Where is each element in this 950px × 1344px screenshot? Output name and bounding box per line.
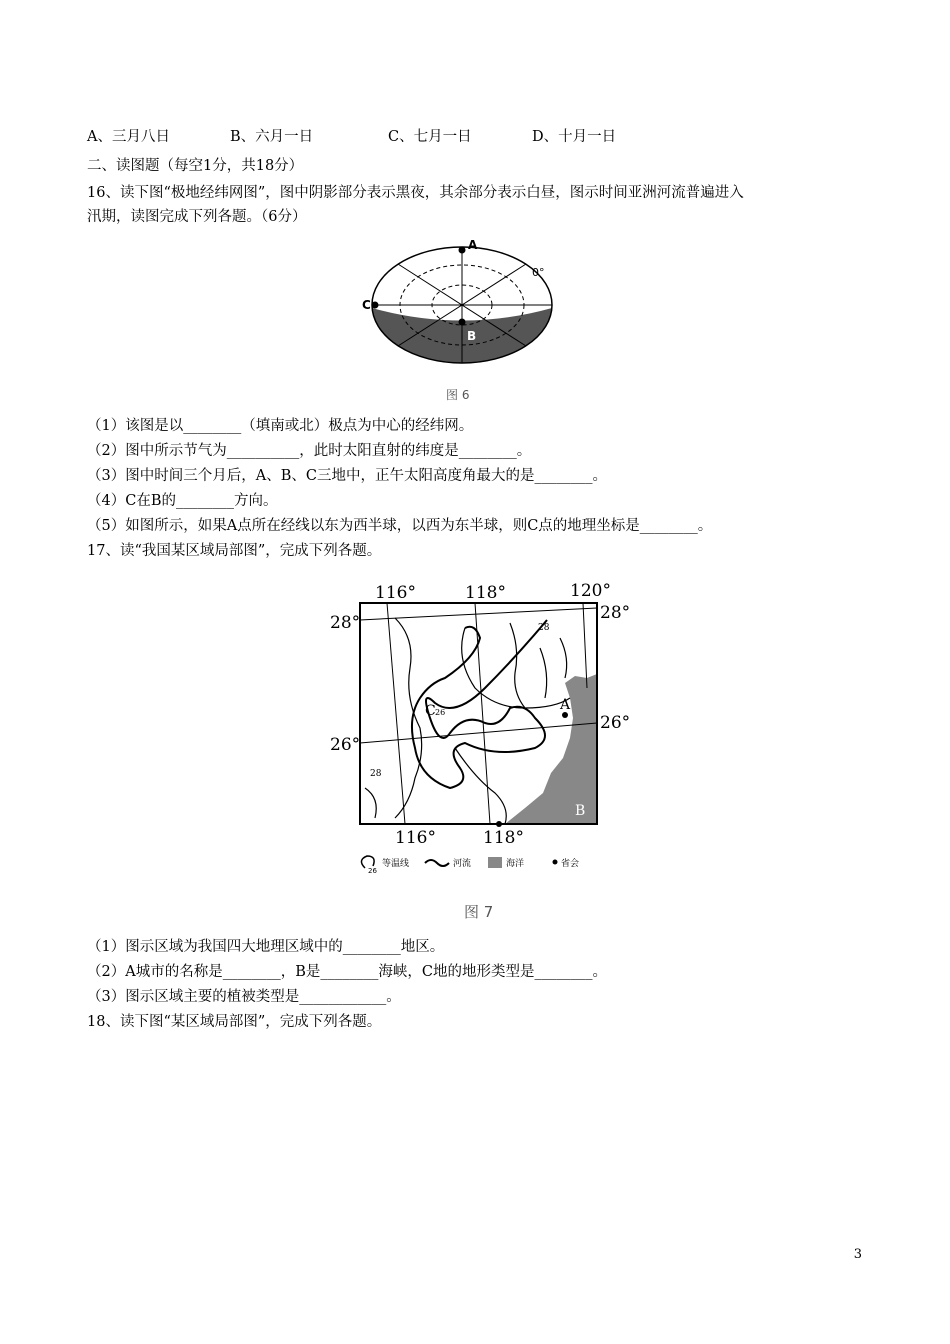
- section2-title: 二、读图题（每空1分，共18分）: [87, 158, 304, 174]
- top-116: 116°: [375, 583, 416, 603]
- legend-capital-label: 省会: [561, 859, 580, 869]
- bottom-116: 116°: [395, 828, 436, 848]
- left-28: 28°: [330, 613, 361, 633]
- lon-118: [475, 603, 490, 824]
- iso-label-28-left: 28: [370, 769, 382, 779]
- choice-b: B、六月一日: [230, 129, 314, 145]
- right-26: 26°: [600, 713, 631, 733]
- figure-6-polar-map: [362, 236, 562, 386]
- right-28: 28°: [600, 603, 631, 623]
- lat-26: [360, 723, 597, 743]
- legend-capital-icon: [553, 860, 558, 865]
- q16-sub1: （1）该图是以________（填南或北）极点为中心的经纬网。: [87, 418, 474, 434]
- label-b: B: [467, 329, 477, 343]
- q16-sub2: （2）图中所示节气为__________，此时太阳直射的纬度是________。: [87, 443, 532, 459]
- q16-sub5: （5）如图所示，如果A点所在经线以东为西半球，以西为东半球，则C点的地理坐标是________。: [87, 518, 713, 534]
- legend-ocean-label: 海洋: [506, 859, 525, 869]
- map-label-c: C: [425, 703, 436, 719]
- legend-isotherm-label: 等温线: [382, 859, 410, 869]
- legend-ocean-icon: [488, 857, 502, 868]
- point-a: [459, 247, 466, 254]
- figure-7-caption: 图 7: [464, 903, 494, 921]
- choice-c: C、七月一日: [388, 129, 472, 145]
- label-a: A: [468, 238, 478, 252]
- choice-d: D、十月一日: [532, 129, 617, 145]
- label-c: C: [362, 298, 371, 312]
- lon-116: [387, 603, 405, 824]
- q17-sub1: （1）图示区域为我国四大地理区域中的________地区。: [87, 939, 445, 955]
- q17-sub3: （3）图示区域主要的植被类型是____________。: [87, 989, 401, 1005]
- q16-sub3: （3）图中时间三个月后，A、B、C三地中，正午太阳高度角最大的是________。: [87, 468, 607, 484]
- q16-intro-line2: 汛期，读图完成下列各题。（6分）: [87, 209, 307, 225]
- label-zero-degree: 0°: [532, 266, 545, 279]
- q17-sub2: （2）A城市的名称是________，B是________海峡，C地的地形类型是________。: [87, 964, 607, 980]
- point-b: [459, 319, 466, 326]
- legend-river-icon: [425, 860, 449, 866]
- q16-intro-line1: 16、读下图“极地经纬网图”，图中阴影部分表示黑夜，其余部分表示白昼，图示时间亚洲河流普遍进入: [87, 185, 744, 201]
- iso-label-28-top: 28: [538, 623, 550, 633]
- top-120: 120°: [570, 581, 611, 601]
- left-26: 26°: [330, 735, 361, 755]
- bottom-118: 118°: [483, 828, 524, 848]
- legend-river-label: 河流: [453, 859, 472, 869]
- figure-7-region-map: [325, 578, 635, 878]
- legend-iso-num: 26: [368, 867, 377, 875]
- q18-intro: 18、读下图“某区域局部图”，完成下列各题。: [87, 1014, 382, 1030]
- map-label-b: B: [575, 803, 586, 819]
- map-legend: [361, 856, 579, 875]
- choice-a: A、三月八日: [87, 129, 170, 145]
- iso-label-26: 26: [435, 708, 446, 717]
- choice-row: [87, 127, 616, 147]
- q16-sub4: （4）C在B的________方向。: [87, 493, 278, 509]
- lon-120: [583, 603, 587, 688]
- map-label-a: A: [560, 697, 571, 713]
- page-number: 3: [853, 1247, 862, 1262]
- figure-6-caption: 图 6: [446, 388, 470, 402]
- q17-intro: 17、读“我国某区域局部图”，完成下列各题。: [87, 543, 382, 559]
- city-bottom-dot: [496, 821, 502, 827]
- point-c: [372, 302, 379, 309]
- top-118: 118°: [465, 583, 506, 603]
